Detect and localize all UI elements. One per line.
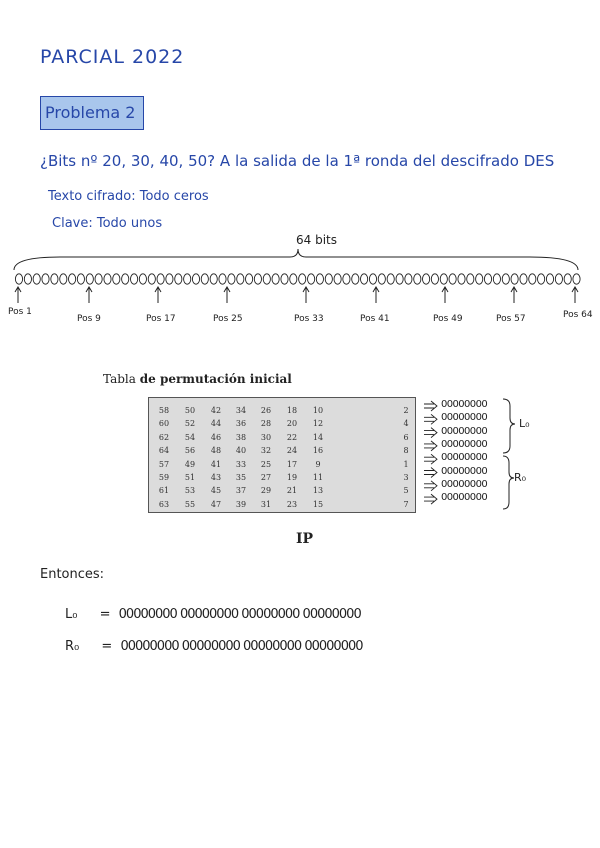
problem-label: Problema 2 [45, 103, 136, 122]
ip-table-row [149, 417, 417, 430]
ip-table-row [149, 431, 417, 444]
bit-oval [42, 274, 49, 284]
key-text: Clave: Todo unos [52, 216, 163, 231]
ip-table-cell: 56 [184, 446, 196, 456]
ip-table-cell: 33 [235, 459, 247, 469]
ip-table-cell: 22 [286, 432, 298, 442]
bit-oval [95, 274, 102, 284]
ip-table-cell: 6 [403, 432, 409, 442]
ip-table-cell: 54 [184, 432, 196, 442]
result-row-r0 [65, 639, 363, 654]
bit-oval [210, 274, 217, 284]
bit-oval [538, 274, 545, 284]
bit-oval [104, 274, 111, 284]
ip-table-cell: 11 [312, 473, 324, 482]
ip-table-cell: 24 [286, 446, 298, 456]
ip-table-cell: 63 [158, 499, 170, 509]
bit-oval [440, 274, 447, 284]
bit-oval [316, 274, 323, 284]
bit-oval [184, 274, 191, 284]
result-label: L₀ [65, 607, 78, 622]
bit-oval [458, 274, 465, 284]
ip-table-cell: 48 [210, 446, 222, 456]
bit-oval [414, 274, 421, 284]
result-eq: = [101, 639, 113, 654]
bit-oval [529, 274, 536, 284]
ip-table-cell: 43 [210, 473, 222, 482]
result-value: 00000000 00000000 00000000 00000000 [120, 639, 363, 654]
bit-oval [423, 274, 430, 284]
position-label: Pos 33 [294, 314, 324, 324]
bit-oval [69, 274, 76, 284]
ip-table-cell: 47 [210, 499, 222, 509]
page-title: PARCIAL 2022 [40, 46, 185, 68]
bit-oval [546, 274, 553, 284]
bit-oval [51, 274, 58, 284]
ip-table-cell: 28 [260, 419, 272, 429]
bit-oval [325, 274, 332, 284]
row-output-bits: 00000000 [441, 478, 488, 490]
position-label: Pos 57 [496, 314, 526, 324]
bit-oval [378, 274, 385, 284]
bit-oval [493, 274, 500, 284]
position-label: Pos 64 [563, 310, 593, 320]
row-output-bits: 00000000 [441, 399, 488, 410]
ip-table-cell: 44 [210, 419, 222, 429]
bit-oval [484, 274, 491, 284]
bit-oval [86, 274, 93, 284]
bit-oval [290, 274, 297, 284]
ip-table-cell: 41 [210, 459, 222, 469]
bit-oval [502, 274, 509, 284]
ip-table-cell: 58 [158, 406, 170, 415]
bit-oval [228, 274, 235, 284]
bit-oval [511, 274, 518, 284]
ip-table-cell: 20 [286, 419, 298, 429]
ip-table-cell: 61 [158, 486, 170, 496]
row-output-bits: 00000000 [441, 425, 488, 437]
ip-table-cell: 25 [260, 459, 272, 469]
ip-table-cell: 7 [403, 499, 409, 509]
ip-table-cell: 53 [184, 486, 196, 496]
ip-table-cell: 45 [210, 486, 222, 496]
ip-table-cell: 14 [312, 432, 324, 442]
ip-table-cell: 49 [184, 459, 196, 469]
ip-table-cell: 9 [315, 459, 321, 469]
bit-oval [15, 274, 22, 284]
r0-half-label: R₀ [514, 471, 527, 484]
ip-table-cell: 30 [260, 432, 272, 442]
bit-oval [166, 274, 173, 284]
ip-table-cell: 18 [286, 406, 298, 415]
ip-table-cell: 59 [158, 473, 170, 482]
bit-oval [192, 274, 199, 284]
ip-table-cell: 21 [286, 486, 298, 496]
ip-table-cell: 8 [403, 446, 409, 456]
ip-table-cell: 4 [403, 419, 409, 429]
bit-oval [308, 274, 315, 284]
bit-oval [555, 274, 562, 284]
bit-oval [272, 274, 279, 284]
bit-oval [334, 274, 341, 284]
bits-label: 64 bits [296, 233, 337, 247]
bit-oval [175, 274, 182, 284]
ip-table-cell: 37 [235, 486, 247, 496]
ip-table-row [149, 404, 417, 417]
bit-oval [122, 274, 129, 284]
ip-table-cell: 3 [403, 473, 409, 482]
ip-table-cell: 46 [210, 432, 222, 442]
position-label: Pos 17 [146, 314, 176, 324]
bit-oval [361, 274, 368, 284]
bit-oval [24, 274, 31, 284]
bit-oval [77, 274, 84, 284]
ip-table-cell: 51 [184, 473, 196, 482]
question-text: ¿Bits nº 20, 30, 40, 50? A la salida de la 1ª ronda del descifrado DES [40, 152, 555, 170]
position-label: Pos 41 [360, 314, 390, 324]
bit-oval [281, 274, 288, 284]
bit-oval [564, 274, 571, 284]
ip-table-cell: 27 [260, 473, 272, 482]
bit-oval [33, 274, 40, 284]
ip-table-cell: 17 [286, 459, 298, 469]
position-label: Pos 1 [8, 307, 32, 317]
then-label: Entonces: [40, 567, 105, 582]
bit-oval [520, 274, 527, 284]
row-output-bits: 00000000 [441, 412, 488, 424]
ip-table-cell: 35 [235, 473, 247, 482]
ip-table-cell: 42 [210, 406, 222, 415]
ip-table-cell: 2 [403, 406, 409, 415]
ip-table-cell: 15 [312, 499, 324, 509]
bit-oval [263, 274, 270, 284]
bit-oval [254, 274, 261, 284]
bit-oval [387, 274, 394, 284]
ip-table-cell: 60 [158, 419, 170, 429]
bit-oval [343, 274, 350, 284]
ip-table-cell: 5 [403, 486, 409, 496]
result-label: R₀ [65, 639, 80, 654]
ip-table-row [149, 458, 417, 471]
bit-oval [299, 274, 306, 284]
ciphertext-text: Texto cifrado: Todo ceros [48, 189, 209, 204]
ip-table-cell: 39 [235, 499, 247, 509]
ip-table-cell: 31 [260, 499, 272, 509]
row-output-bits: 00000000 [441, 452, 488, 464]
ip-label: IP [296, 531, 314, 547]
ip-table-cell: 32 [260, 446, 272, 456]
ip-table-cell: 34 [235, 406, 247, 415]
bit-oval [113, 274, 120, 284]
bit-oval [246, 274, 253, 284]
bit-oval [352, 274, 359, 284]
ip-table-cell: 23 [286, 499, 298, 509]
bit-oval [148, 274, 155, 284]
bits-brace [14, 249, 578, 270]
bit-oval [396, 274, 403, 284]
l0-brace [503, 399, 515, 453]
ip-table-cell: 29 [260, 486, 272, 496]
position-label: Pos 9 [77, 314, 101, 324]
ip-table-row [149, 484, 417, 497]
table-caption [103, 372, 292, 386]
ip-table-cell: 40 [235, 446, 247, 456]
bit-oval [476, 274, 483, 284]
result-row-l0 [65, 607, 361, 622]
bit-oval [237, 274, 244, 284]
result-eq: = [99, 607, 111, 622]
table-caption-prefix: Tabla [103, 372, 136, 386]
ip-table-cell: 1 [403, 459, 409, 469]
bit-oval [467, 274, 474, 284]
ip-table-row [149, 498, 417, 511]
ip-table-cell: 36 [235, 419, 247, 429]
ip-table-cell: 55 [184, 499, 196, 509]
ip-table-cell: 62 [158, 432, 170, 442]
bit-oval [157, 274, 164, 284]
ip-table-row [149, 444, 417, 457]
bit-oval [449, 274, 456, 284]
l0-half-label: L₀ [519, 417, 530, 430]
ip-table [148, 397, 416, 513]
bit-oval [60, 274, 67, 284]
position-label: Pos 49 [433, 314, 463, 324]
ip-table-cell: 16 [312, 446, 324, 456]
ip-table-cell: 52 [184, 419, 196, 429]
ip-table-cell: 12 [312, 419, 324, 429]
ip-table-cell: 57 [158, 459, 170, 469]
bit-oval [431, 274, 438, 284]
bit-oval [201, 274, 208, 284]
ip-table-cell: 38 [235, 432, 247, 442]
bit-oval [405, 274, 412, 284]
r0-brace [503, 456, 514, 509]
ip-table-cell: 19 [286, 473, 298, 482]
ip-table-cell: 13 [312, 486, 324, 496]
row-output-bits: 00000000 [441, 492, 488, 504]
ip-table-cell: 64 [158, 446, 170, 456]
ip-table-cell: 26 [260, 406, 272, 415]
bit-oval [139, 274, 146, 284]
row-output-bits: 00000000 [441, 465, 488, 477]
result-value: 00000000 00000000 00000000 00000000 [118, 607, 361, 622]
ip-table-cell: 50 [184, 406, 196, 415]
row-output-bits: 00000000 [441, 438, 488, 450]
bit-oval [573, 274, 580, 284]
ip-table-cell: 10 [312, 406, 324, 415]
position-label: Pos 25 [213, 314, 243, 324]
bit-oval [369, 274, 376, 284]
bit-oval [219, 274, 226, 284]
ip-table-row [149, 471, 417, 484]
bit-oval [131, 274, 138, 284]
table-caption-title: de permutación inicial [139, 372, 292, 386]
